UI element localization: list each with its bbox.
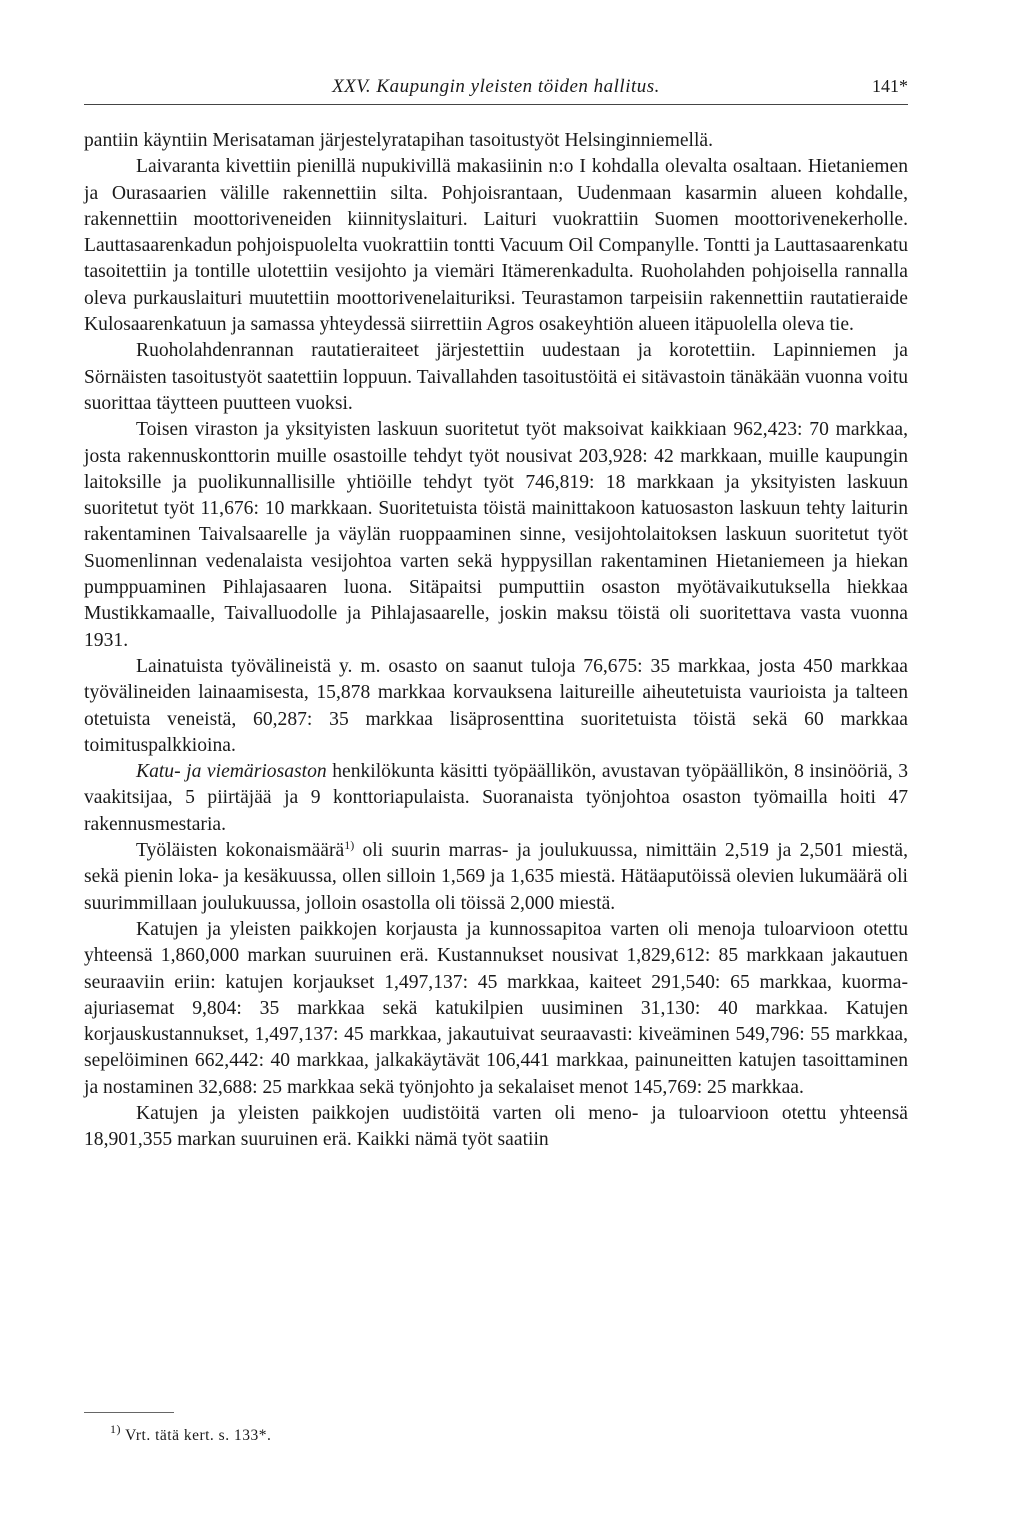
running-title: XXV. Kaupungin yleisten töiden hallitus. [332,76,660,97]
paragraph-7: Työläisten kokonaismäärä$^{1)}$ oli suurin marras- ja joulukuussa, nimittäin 2,519 ja 2,501 miestä, sekä pienin loka- ja kesäkuussa, ollen silloin 1,569 ja 1,635 miestä. Hätäaputöissä olevien lukumäärä oli suurimmillaan joulukuussa, jolloin osastolla oli töissä 2,000 miestä. [84,838,908,914]
footnote-text: Vrt. tätä kert. s. 133*. [121,1427,272,1444]
paragraph-5: Lainatuista työvälineistä y. m. osasto on saanut tuloja 76,675: 35 markkaa, josta 450 markkaa työvälineiden lainaamisesta, 15,878 markkaa korvauksena laitureille aiheutetuista vaurioista ja talteen otetuista veneistä, 60,287: 35 markkaa lisäprosenttina suoritetuista töistä sekä 60 markkaa toimituspalkkioina. [84,655,908,756]
body-text [84,128,908,1154]
page-number: 141* [872,76,908,96]
footnote-rule [84,1412,174,1413]
italic-section-name: Katu- ja viemäriosaston [136,761,327,783]
header-rule [84,104,908,105]
running-header [84,76,908,106]
paragraph-9: Katujen ja yleisten paikkojen uudistöitä varten oli meno- ja tuloarvioon otettu yhteensä 18,901,355 markan suuruinen erä. Kaikki nämä työt saatiin [84,1102,908,1151]
paragraph-6: Katu- ja viemäriosaston henkilökunta käsitti työpäällikön, avustavan työpäällikön, 8 insinööriä, 3 vaakitsijaa, 5 piirtäjää ja 9 konttoriapulaista. Suoranaista työnjohtoa osaston työmailla hoiti 47 rakennusmestaria. [84,761,908,835]
paragraph-1: pantiin käyntiin Merisataman järjestelyratapihan tasoitustyöt Helsinginniemellä. [84,130,714,151]
paragraph-4: Toisen viraston ja yksityisten laskuun suoritetut työt maksoivat kaikkiaan 962,423: 70 markkaa, josta rakennuskonttorin muille osastoille tehdyt työt nousivat 203,928: 42 markkaan, muille kaupungin laitoksille ja puolikunnallisille yhtiöille tehdyt työt 746,819: 18 markkaan ja yksityisten laskuun suoritetut työt 11,676: 10 markkaan. Suoritetuista töistä mainittakoon katuosaston laskuun tehty laiturin rakentaminen Taivalsaarelle ja väylän ruoppaaminen sinne, vesijohtolaitoksen laskuun suoritetut työt Suomenlinnan vedenalaista vesijohtoa varten sekä hyppysillan rakentaminen Hietaniemeen ja hiekan pumppuaminen Pihlajasaaren luona. Sitäpaitsi pumputtiin osaston myötävaikutuksella hiekkaa Mustikkamaalle, Taivalluodolle ja Pihlajasaarelle, joskin maksu töistä oli suoritettava vasta vuonna 1931. [84,419,908,651]
footnote-marker: 1) [110,1422,121,1436]
paragraph-3: Ruoholahdenrannan rautatieraiteet järjestettiin uudestaan ja korotettiin. Lapinniemen ja Sörnäisten tasoitustyöt saatettiin loppuun. Taivallahden tasoitustöitä ei sitävastoin tänäkään vuonna voitu suorittaa täytteen puutteen vuoksi. [84,340,908,414]
footnote-reference: 1) [344,838,355,853]
paragraph-8: Katujen ja yleisten paikkojen korjausta ja kunnossapitoa varten oli menoja tuloarvioon otettu yhteensä 1,860,000 markan suuruinen erä. Kustannukset nousivat 1,829,612: 85 markkaan jakautuen seuraaviin eriin: katujen korjaukset 1,497,137: 45 markkaa, kaiteet 291,540: 65 markkaa, kuorma-ajuriasemat 9,804: 35 markkaa sekä katukilpien uusiminen 31,130: 40 markkaa. Katujen korjauskustannukset, 1,497,137: 45 markkaa, jakautuivat seuraavasti: kiveäminen 549,796: 55 markkaa, sepelöiminen 662,442: 40 markkaa, jalkakäytävät 106,441 markkaa, painuneitten katujen tasoittaminen ja nostaminen 32,688: 25 markkaa sekä työnjohto ja sekalaiset menot 145,769: 25 markkaa. [84,918,908,1098]
paragraph-2: Laivaranta kivettiin pienillä nupukivillä makasiinin n:o I kohdalla olevalta osaltaan. Hietaniemen ja Ourasaarien välille rakennettiin silta. Pohjoisrantaan, Uudenmaan kasarmin alueen kohdalle, rakennettiin moottoriveneiden kiinnityslaituri. Laituri vuokrattiin Suomen moottorivenekerholle. Lauttasaarenkadun pohjoispuolelta vuokrattiin tontti Vacuum Oil Companylle. Tontti ja Lauttasaarenkatu tasoitettiin ja tontille ulotettiin vesijohto ja viemäri Itämerenkadulta. Ruoholahden pohjoisella rannalla oleva purkauslaituri muutettiin moottorivenelaituriksi. Teurastamon tarpeisiin rakennettiin rautatieraide Kulosaarenkatuun ja samassa yhteydessä siirrettiin Agros osakeyhtiön alueen itäpuolella oleva tie. [84,156,908,336]
footnote [110,1422,272,1446]
